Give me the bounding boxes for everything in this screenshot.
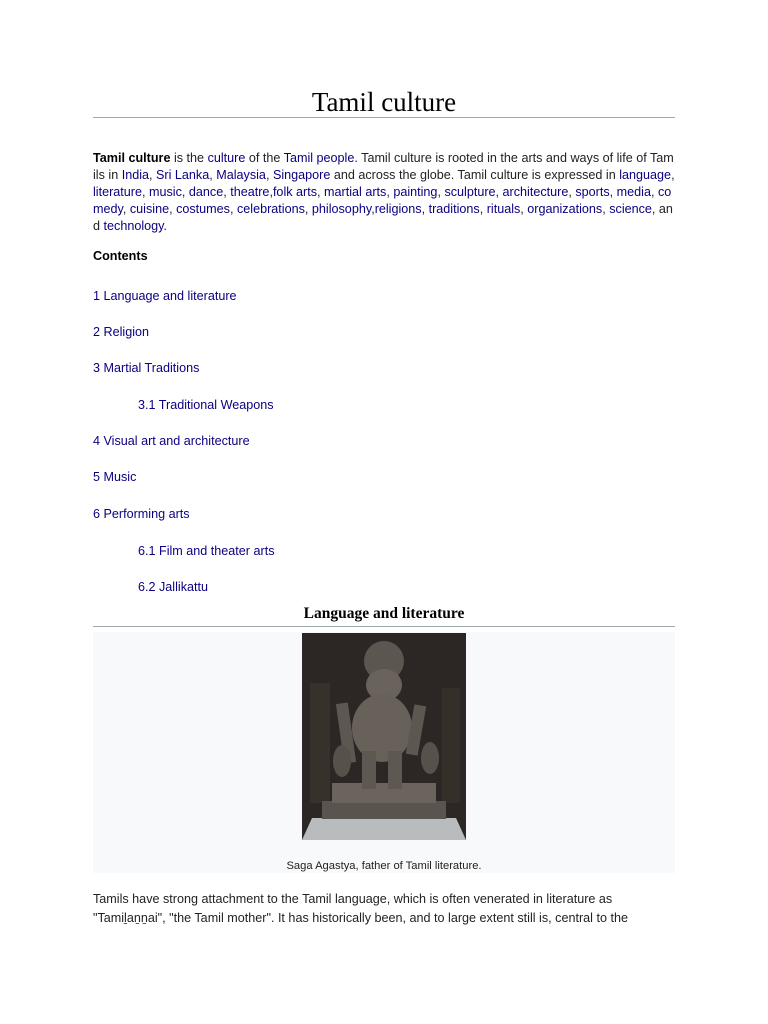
statue-illustration <box>302 633 466 840</box>
intro-text: , <box>181 185 189 199</box>
intro-link[interactable]: organizations <box>527 202 603 216</box>
toc-item <box>138 397 274 413</box>
intro-text: , <box>421 202 429 216</box>
intro-text: , <box>568 185 576 199</box>
intro-text: of the <box>245 151 284 165</box>
intro-bold-term: Tamil culture <box>93 151 171 165</box>
intro-link[interactable]: costumes <box>176 202 230 216</box>
intro-link[interactable]: Sri Lanka <box>156 168 210 182</box>
intro-link[interactable]: painting <box>393 185 438 199</box>
intro-link[interactable]: Singapore <box>272 168 331 182</box>
intro-link[interactable]: language <box>619 168 672 182</box>
intro-link[interactable]: culture <box>207 151 246 165</box>
intro-link[interactable]: India <box>121 168 150 182</box>
intro-link[interactable]: cuisine <box>129 202 170 216</box>
intro-link[interactable]: sculpture <box>444 185 496 199</box>
intro-text: is the <box>170 151 208 165</box>
intro-link[interactable]: media <box>616 185 651 199</box>
intro-text: , <box>386 185 394 199</box>
intro-link[interactable]: science <box>609 202 652 216</box>
intro-text: , <box>269 185 273 199</box>
agastya-statue-image[interactable] <box>302 633 466 840</box>
intro-text: . Tamil culture is rooted in the arts and ways of life of Tamils in <box>93 151 674 182</box>
toc-link[interactable]: 5 Music <box>93 470 137 484</box>
intro-text: , <box>223 185 231 199</box>
intro-link[interactable]: traditions <box>428 202 480 216</box>
intro-link[interactable]: folk arts <box>272 185 318 199</box>
intro-text: , <box>142 185 149 199</box>
section-heading-language-literature: Language and literature <box>303 605 465 622</box>
contents-heading: Contents <box>93 249 148 263</box>
intro-link[interactable]: martial arts <box>324 185 387 199</box>
intro-text: , <box>609 185 617 199</box>
intro-text: . <box>163 219 167 233</box>
figure-caption: Saga Agastya, father of Tamil literature. <box>286 860 482 872</box>
toc-link[interactable]: 1 Language and literature <box>93 289 237 303</box>
intro-link[interactable]: sports <box>575 185 610 199</box>
intro-text: , <box>122 202 130 216</box>
title-divider <box>93 117 675 118</box>
toc-item <box>138 579 208 595</box>
intro-text: , <box>437 185 445 199</box>
intro-link[interactable]: rituals <box>486 202 521 216</box>
toc-item <box>93 433 250 449</box>
intro-link[interactable]: Malaysia <box>216 168 266 182</box>
toc-item <box>93 469 136 485</box>
intro-text: , <box>479 202 487 216</box>
section-body-text: Tamils have strong attachment to the Tamil language, which is often venerated in literature as "Tamiḻaṉṉai", "the Tamil mother". It has historically been, and to large extent still is, central to the <box>93 892 628 925</box>
intro-text: , <box>265 168 273 182</box>
toc-link[interactable]: 6 Performing arts <box>93 507 190 521</box>
intro-text: , <box>520 202 528 216</box>
intro-text: , <box>495 185 503 199</box>
intro-text: , and <box>93 202 673 233</box>
intro-text: , <box>650 185 658 199</box>
intro-text: and across the globe. Tamil culture is expressed in <box>330 168 620 182</box>
intro-text: , <box>149 168 157 182</box>
intro-text: , <box>317 185 325 199</box>
intro-text: , <box>304 202 312 216</box>
intro-text: , <box>209 168 217 182</box>
intro-link[interactable]: literature <box>93 185 142 199</box>
intro-link[interactable]: comedy <box>93 185 672 216</box>
toc-link[interactable]: 3.1 Traditional Weapons <box>138 398 274 412</box>
toc-item <box>93 324 149 340</box>
intro-text: , <box>229 202 237 216</box>
section-divider <box>93 626 675 627</box>
toc-link[interactable]: 6.2 Jallikattu <box>138 580 209 594</box>
toc-link[interactable]: 6.1 Film and theater arts <box>138 544 275 558</box>
intro-text: , <box>169 202 177 216</box>
toc-item <box>93 506 190 522</box>
intro-link[interactable]: architecture <box>502 185 569 199</box>
toc-item <box>138 543 275 559</box>
figure <box>93 632 675 873</box>
intro-link[interactable]: philosophy <box>311 202 372 216</box>
toc-item <box>93 360 199 376</box>
toc-link[interactable]: 3 Martial Traditions <box>93 361 200 375</box>
intro-link[interactable]: dance <box>188 185 224 199</box>
toc-item <box>93 288 237 304</box>
intro-link[interactable]: theatre <box>230 185 270 199</box>
intro-link[interactable]: technology <box>103 219 164 233</box>
toc-link[interactable]: 4 Visual art and architecture <box>93 434 250 448</box>
toc-link[interactable]: 2 Religion <box>93 325 150 339</box>
intro-text: , <box>371 202 375 216</box>
intro-link[interactable]: religions <box>374 202 422 216</box>
intro-text: , <box>671 168 675 182</box>
page-title: Tamil culture <box>311 87 457 117</box>
intro-paragraph <box>93 150 675 235</box>
intro-text: , <box>602 202 610 216</box>
intro-link[interactable]: celebrations <box>236 202 305 216</box>
intro-link[interactable]: music <box>149 185 182 199</box>
intro-link[interactable]: Tamil people <box>283 151 355 165</box>
